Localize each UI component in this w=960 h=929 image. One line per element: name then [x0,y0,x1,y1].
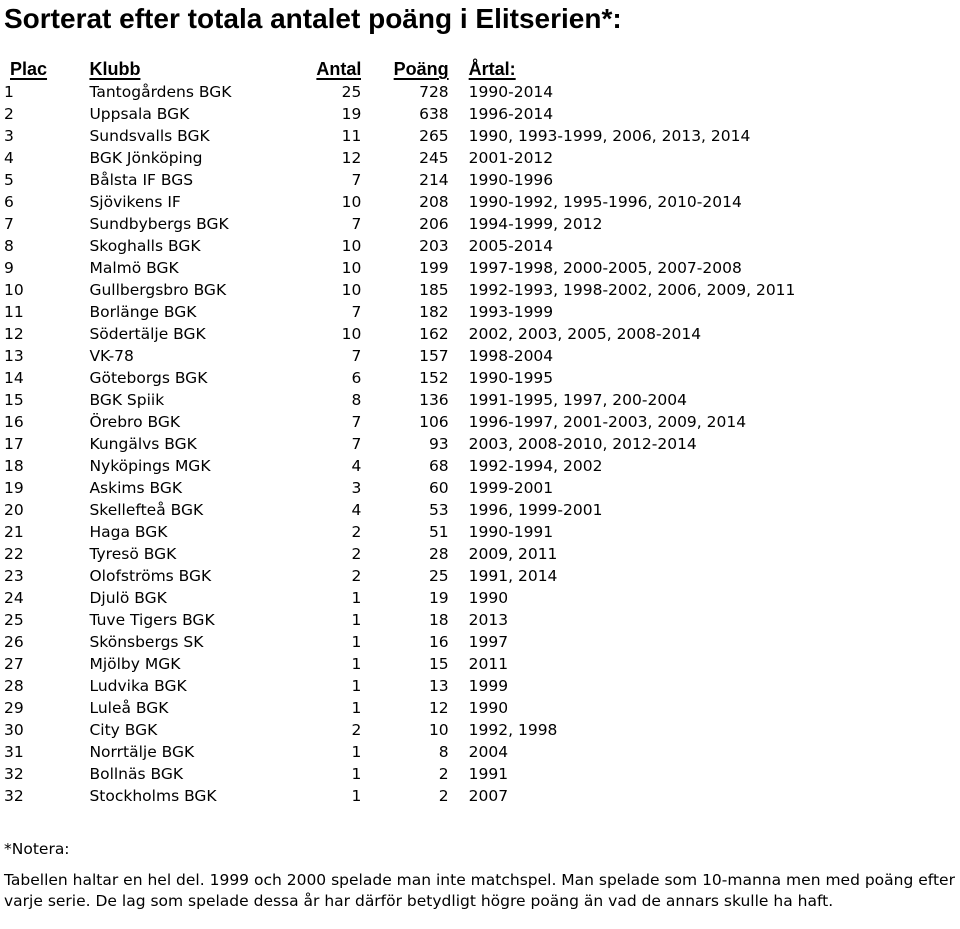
cell-years: 1990-2014 [468,83,554,101]
cell-poang: 93 [428,435,449,453]
cell-plac: 31 [4,743,24,761]
cell-club: BGK Spiik [89,391,165,409]
cell-years: 1990-1991 [468,523,554,541]
cell-club: Norrtälje BGK [89,743,195,761]
cell-years: 1996-2014 [468,105,554,123]
table-row [0,675,960,697]
table-row [0,125,960,147]
cell-poang: 13 [428,677,449,695]
cell-plac: 30 [4,721,24,739]
cell-antal: 1 [351,765,362,783]
cell-club: Tyresö BGK [89,545,177,563]
cell-years: 1991, 2014 [468,567,558,585]
cell-poang: 28 [428,545,449,563]
table-row [0,543,960,565]
cell-poang: 136 [419,391,449,409]
cell-antal: 1 [351,699,362,717]
cell-years: 1990, 1993-1999, 2006, 2013, 2014 [468,127,751,145]
column-header-years: Årtal: [468,59,516,79]
cell-antal: 12 [341,149,362,167]
cell-poang: 25 [428,567,449,585]
cell-poang: 12 [428,699,449,717]
cell-years: 1992, 1998 [468,721,558,739]
table-row [0,741,960,763]
table-row [0,323,960,345]
cell-club: Gullbergsbro BGK [89,281,227,299]
cell-years: 1999 [468,677,509,695]
cell-years: 2004 [468,743,509,761]
cell-years: 1990-1996 [468,171,554,189]
cell-antal: 1 [351,787,362,805]
cell-plac: 3 [4,127,14,145]
table-row [0,147,960,169]
cell-antal: 4 [351,501,362,519]
table-row [0,279,960,301]
cell-years: 2007 [468,787,509,805]
cell-antal: 2 [351,545,362,563]
table-row [0,213,960,235]
cell-poang: 203 [419,237,449,255]
cell-antal: 8 [351,391,362,409]
cell-years: 2011 [468,655,509,673]
cell-plac: 1 [4,83,14,101]
cell-years: 2003, 2008-2010, 2012-2014 [468,435,697,453]
cell-club: Sundsvalls BGK [89,127,210,145]
table-row [0,565,960,587]
cell-club: Sjövikens IF [89,193,181,211]
cell-years: 1997 [468,633,509,651]
cell-years: 1990 [468,699,509,717]
cell-club: BGK Jönköping [89,149,203,167]
cell-years: 1998-2004 [468,347,554,365]
cell-antal: 1 [351,655,362,673]
cell-club: Ludvika BGK [89,677,187,695]
cell-club: Sundbybergs BGK [89,215,229,233]
cell-club: VK-78 [89,347,134,365]
cell-antal: 6 [351,369,362,387]
footnote-heading: *Notera: [4,840,70,858]
table-row [0,345,960,367]
cell-club: Södertälje BGK [89,325,206,343]
table-row [0,433,960,455]
cell-poang: 106 [419,413,449,431]
cell-years: 1990-1995 [468,369,554,387]
cell-plac: 9 [4,259,14,277]
cell-antal: 10 [341,193,362,211]
column-header-plac: Plac [10,59,48,79]
cell-plac: 10 [4,281,24,299]
cell-poang: 245 [419,149,449,167]
cell-club: Örebro BGK [89,413,181,431]
cell-poang: 51 [428,523,449,541]
cell-poang: 265 [419,127,449,145]
table-row [0,367,960,389]
cell-plac: 12 [4,325,24,343]
cell-antal: 25 [341,83,362,101]
cell-antal: 7 [351,303,362,321]
cell-club: Tantogårdens BGK [89,83,232,101]
cell-years: 1994-1999, 2012 [468,215,603,233]
cell-poang: 8 [438,743,449,761]
column-header-club: Klubb [89,59,141,79]
table-row [0,763,960,785]
cell-antal: 1 [351,743,362,761]
cell-poang: 206 [419,215,449,233]
cell-years: 2013 [468,611,509,629]
cell-plac: 14 [4,369,24,387]
table-row [0,697,960,719]
cell-poang: 199 [419,259,449,277]
cell-club: Bålsta IF BGS [89,171,194,189]
cell-years: 2005-2014 [468,237,554,255]
footnote [4,838,960,912]
page-title: Sorterat efter totala antalet poäng i Elitserien*: [4,3,622,34]
cell-poang: 18 [428,611,449,629]
table-header-row [0,58,960,81]
cell-poang: 60 [428,479,449,497]
cell-years: 1993-1999 [468,303,554,321]
cell-plac: 4 [4,149,14,167]
cell-plac: 11 [4,303,24,321]
ranking-table [0,58,960,807]
table-row [0,191,960,213]
cell-antal: 19 [341,105,362,123]
cell-poang: 638 [419,105,449,123]
cell-poang: 152 [419,369,449,387]
cell-plac: 29 [4,699,24,717]
cell-club: Göteborgs BGK [89,369,208,387]
cell-antal: 2 [351,523,362,541]
table-row [0,609,960,631]
cell-club: Malmö BGK [89,259,179,277]
cell-club: Nyköpings MGK [89,457,211,475]
table-row [0,103,960,125]
cell-years: 1990-1992, 1995-1996, 2010-2014 [468,193,742,211]
cell-club: Haga BGK [89,523,168,541]
cell-years: 1990 [468,589,509,607]
cell-plac: 7 [4,215,14,233]
cell-antal: 1 [351,633,362,651]
cell-antal: 1 [351,589,362,607]
table-row [0,235,960,257]
cell-poang: 53 [428,501,449,519]
cell-poang: 10 [428,721,449,739]
cell-poang: 15 [428,655,449,673]
table-row [0,257,960,279]
cell-plac: 32 [4,765,24,783]
cell-years: 2009, 2011 [468,545,558,563]
cell-years: 2002, 2003, 2005, 2008-2014 [468,325,702,343]
cell-club: Askims BGK [89,479,183,497]
table-row [0,81,960,103]
cell-antal: 7 [351,435,362,453]
cell-poang: 2 [438,765,449,783]
cell-antal: 10 [341,325,362,343]
cell-antal: 7 [351,413,362,431]
cell-years: 1997-1998, 2000-2005, 2007-2008 [468,259,742,277]
footnote-text: Tabellen haltar en hel del. 1999 och 2000 spelade man inte matchspel. Man spelade som 10-manna men med poäng efter varje serie. De lag som spelade dessa år har därför betydligt högre poäng än vad de annars skulle ha haft. [4,871,955,910]
cell-plac: 2 [4,105,14,123]
cell-plac: 6 [4,193,14,211]
cell-years: 1991 [468,765,509,783]
table-row [0,785,960,807]
cell-antal: 7 [351,347,362,365]
cell-club: Uppsala BGK [89,105,190,123]
cell-poang: 728 [419,83,449,101]
cell-plac: 15 [4,391,24,409]
table-row [0,411,960,433]
cell-antal: 11 [341,127,362,145]
cell-years: 1996-1997, 2001-2003, 2009, 2014 [468,413,747,431]
column-header-antal: Antal [316,59,362,79]
cell-poang: 214 [419,171,449,189]
cell-plac: 16 [4,413,24,431]
cell-antal: 4 [351,457,362,475]
column-header-poang: Poäng [393,59,449,79]
cell-years: 1999-2001 [468,479,554,497]
cell-poang: 162 [419,325,449,343]
cell-plac: 32 [4,787,24,805]
table-row [0,477,960,499]
table-row [0,301,960,323]
ranking-table-body [0,81,960,807]
cell-antal: 1 [351,611,362,629]
cell-plac: 24 [4,589,24,607]
cell-plac: 28 [4,677,24,695]
cell-club: Djulö BGK [89,589,167,607]
cell-years: 1992-1994, 2002 [468,457,603,475]
cell-poang: 16 [428,633,449,651]
cell-club: Bollnäs BGK [89,765,184,783]
table-row [0,499,960,521]
cell-club: Skoghalls BGK [89,237,201,255]
cell-antal: 1 [351,677,362,695]
cell-club: Stockholms BGK [89,787,217,805]
cell-years: 1991-1995, 1997, 200-2004 [468,391,687,409]
cell-antal: 2 [351,567,362,585]
table-row [0,719,960,741]
cell-plac: 18 [4,457,24,475]
cell-plac: 5 [4,171,14,189]
cell-plac: 8 [4,237,14,255]
cell-plac: 13 [4,347,24,365]
cell-antal: 2 [351,721,362,739]
cell-plac: 26 [4,633,24,651]
cell-antal: 3 [351,479,362,497]
table-row [0,631,960,653]
cell-poang: 185 [419,281,449,299]
cell-poang: 157 [419,347,449,365]
cell-antal: 10 [341,281,362,299]
cell-antal: 10 [341,259,362,277]
cell-club: Tuve Tigers BGK [89,611,215,629]
cell-plac: 23 [4,567,24,585]
cell-plac: 21 [4,523,24,541]
table-row [0,521,960,543]
cell-club: Mjölby MGK [89,655,181,673]
cell-plac: 22 [4,545,24,563]
cell-plac: 25 [4,611,24,629]
cell-years: 1996, 1999-2001 [468,501,603,519]
cell-club: Skellefteå BGK [89,501,204,519]
cell-club: Kungälvs BGK [89,435,197,453]
cell-club: Skönsbergs SK [89,633,204,651]
cell-antal: 10 [341,237,362,255]
cell-plac: 20 [4,501,24,519]
cell-antal: 7 [351,171,362,189]
cell-poang: 182 [419,303,449,321]
cell-plac: 27 [4,655,24,673]
table-row [0,587,960,609]
cell-club: City BGK [89,721,158,739]
table-row [0,653,960,675]
cell-poang: 208 [419,193,449,211]
cell-club: Borlänge BGK [89,303,197,321]
cell-plac: 19 [4,479,24,497]
table-row [0,169,960,191]
cell-years: 1992-1993, 1998-2002, 2006, 2009, 2011 [468,281,796,299]
cell-club: Olofströms BGK [89,567,212,585]
cell-club: Luleå BGK [89,699,169,717]
cell-years: 2001-2012 [468,149,554,167]
cell-poang: 2 [438,787,449,805]
cell-poang: 68 [428,457,449,475]
cell-plac: 17 [4,435,24,453]
cell-antal: 7 [351,215,362,233]
table-row [0,389,960,411]
table-row [0,455,960,477]
cell-poang: 19 [428,589,449,607]
